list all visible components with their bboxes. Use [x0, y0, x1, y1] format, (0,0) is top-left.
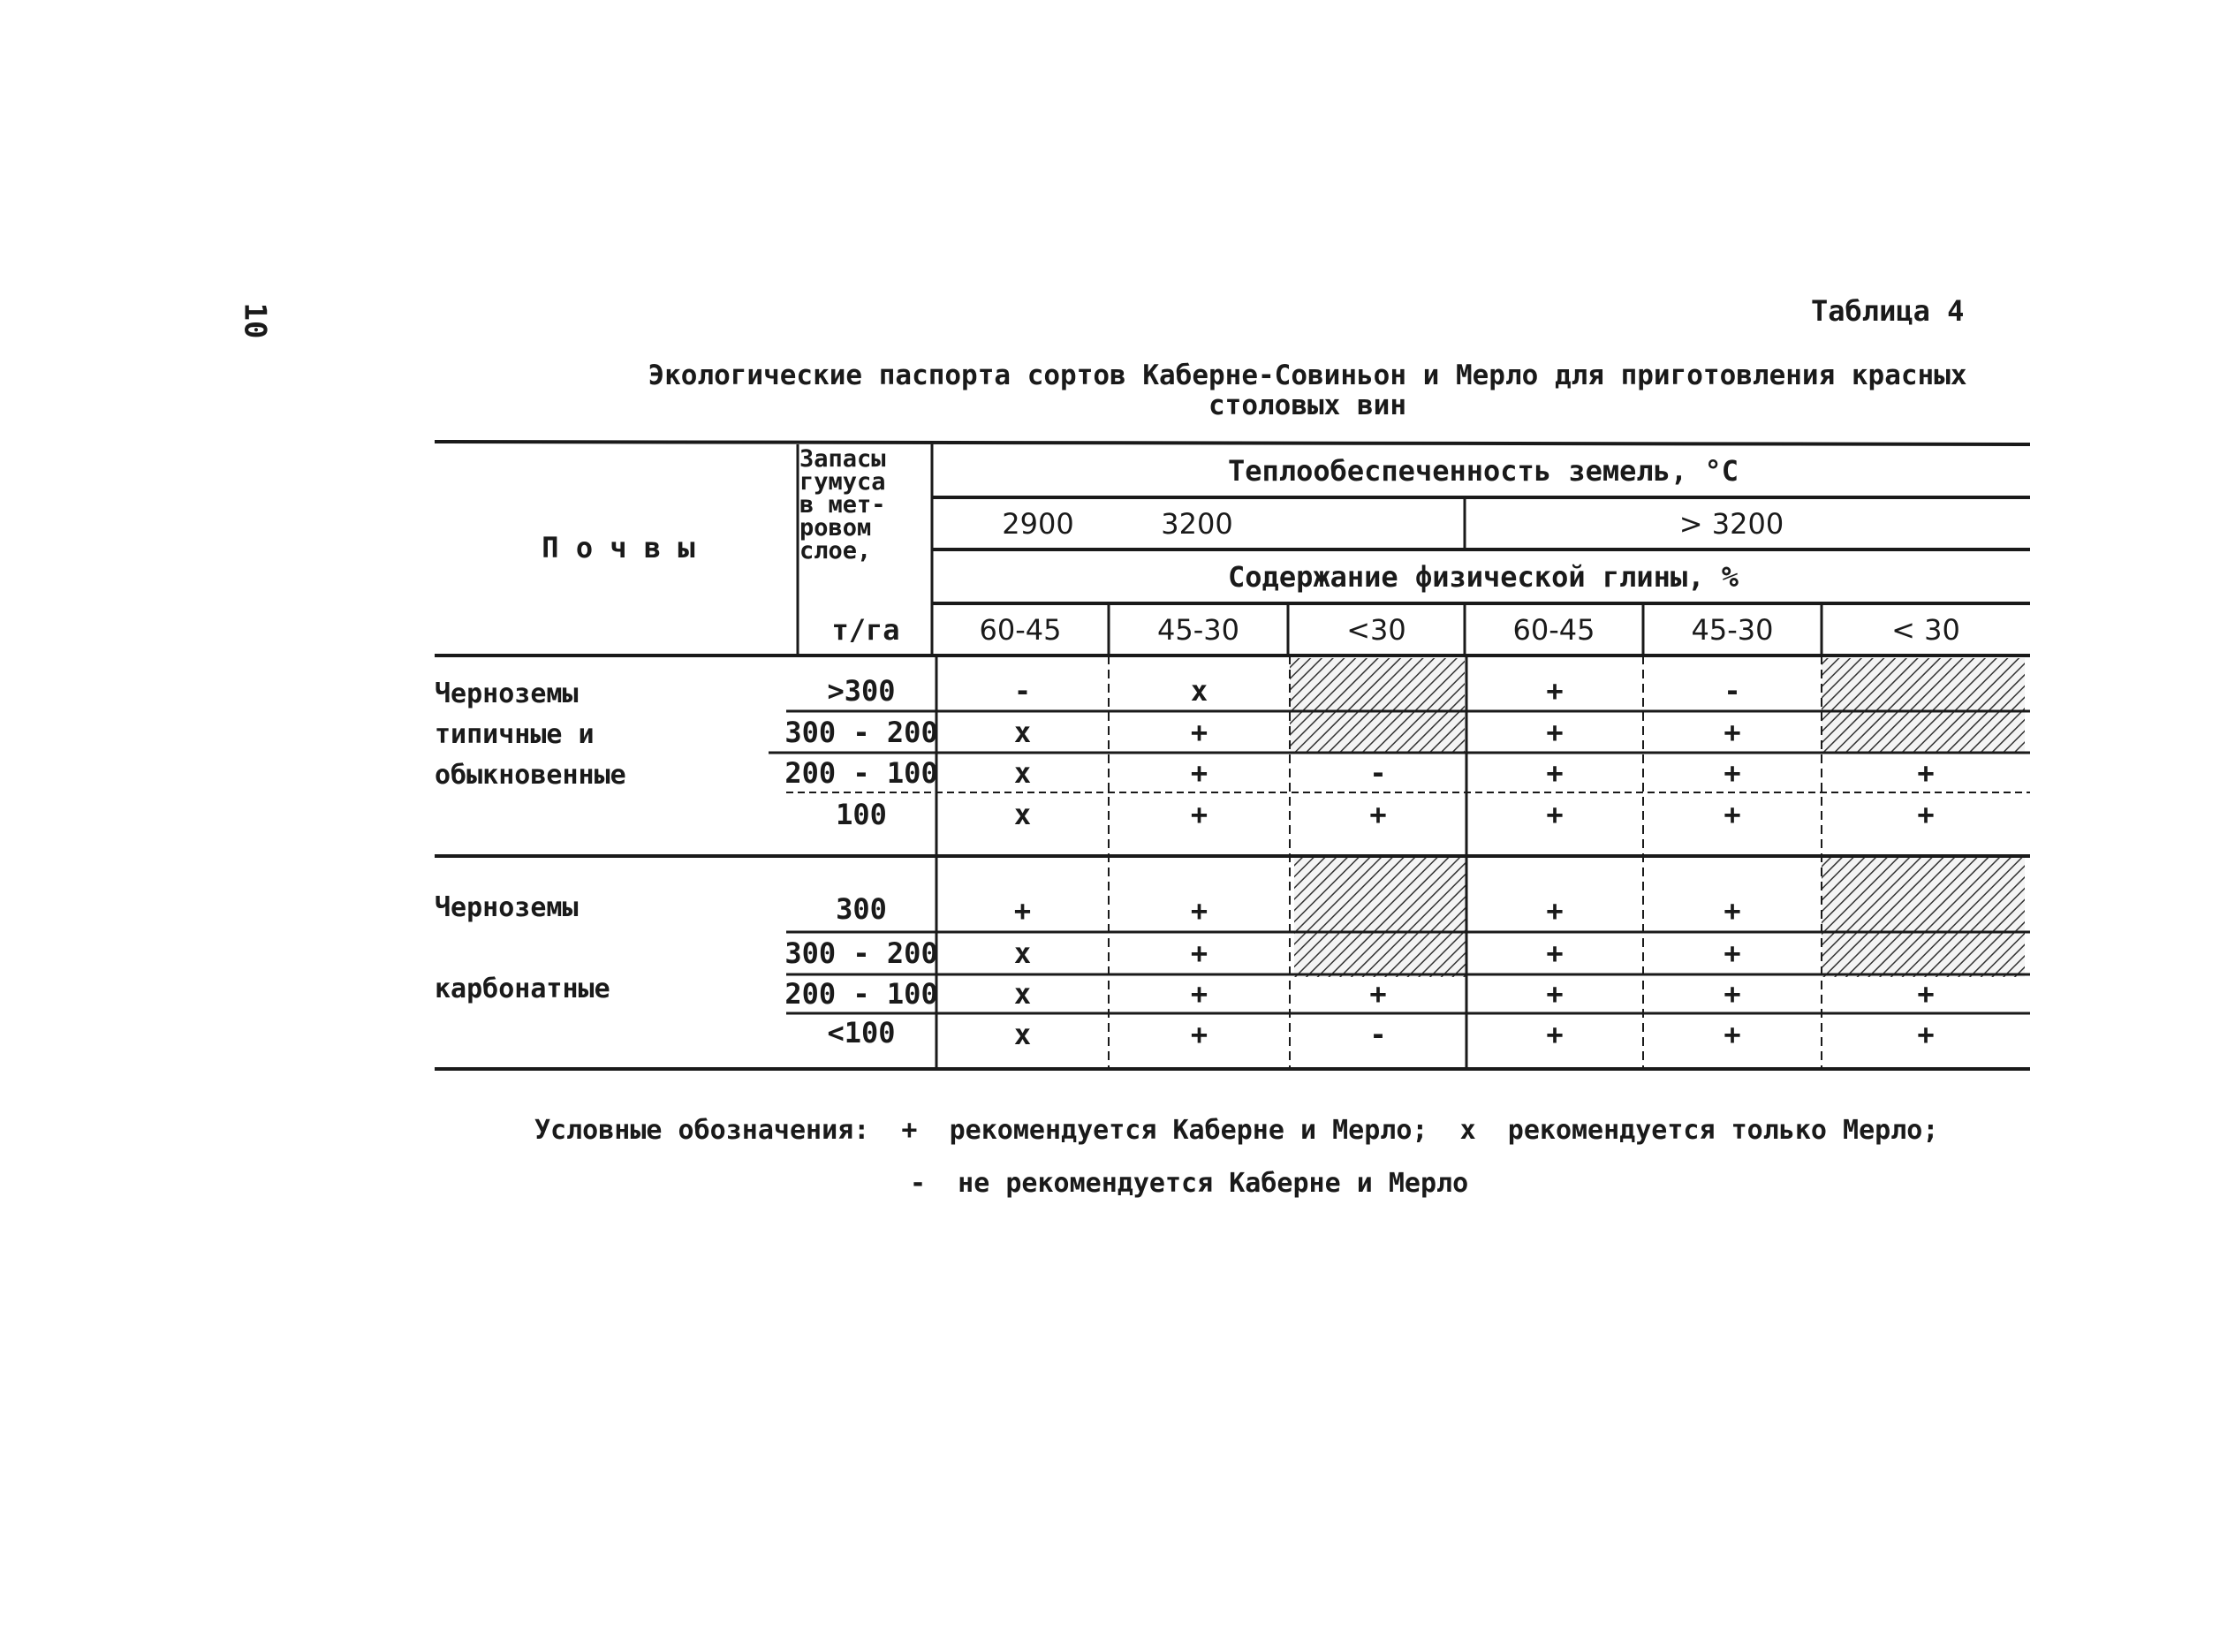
- clay-bin: 45-30: [1691, 613, 1774, 647]
- table-cell: +: [1724, 1018, 1741, 1051]
- humus-value: 300 - 200: [784, 936, 938, 970]
- heat-header: Теплообеспеченность земель, °С: [1228, 454, 1739, 488]
- clay-bin: < 30: [1891, 613, 1960, 647]
- humus-value: >300: [827, 674, 896, 708]
- humus-header-line: гумуса: [799, 468, 886, 496]
- table-cell: +: [1546, 936, 1564, 970]
- humus-value: 300 - 200: [784, 716, 938, 749]
- table-cell: +: [1546, 716, 1564, 749]
- table-cell: +: [1190, 977, 1208, 1011]
- heat-range-3200: 3200: [1161, 507, 1233, 541]
- table-cell: +: [1546, 894, 1564, 928]
- table-cell: +: [1917, 977, 1935, 1011]
- humus-header: [799, 445, 932, 565]
- caption-line-2: столовых вин: [1208, 390, 1406, 421]
- table-cell: -: [1369, 1018, 1387, 1051]
- table-cell: +: [1917, 756, 1935, 790]
- heat-range-over-3200: > 3200: [1678, 507, 1784, 541]
- soils-header: П о ч в ы: [542, 531, 695, 565]
- table-cell: -: [1369, 756, 1387, 790]
- table-cell: [1290, 933, 1466, 974]
- table-cell: +: [1369, 977, 1387, 1011]
- table-cell: +: [1724, 894, 1741, 928]
- page-number: 10: [237, 302, 273, 339]
- humus-value: 200 - 100: [784, 756, 938, 790]
- table-cell: +: [1369, 798, 1387, 831]
- table-cell: +: [1546, 1018, 1564, 1051]
- humus-header-line: ровом: [799, 514, 872, 542]
- table-cell: +: [1190, 798, 1208, 831]
- table-cell: [1290, 671, 1466, 710]
- humus-value: 200 - 100: [784, 977, 938, 1011]
- heat-range-2900: 2900: [1002, 507, 1074, 541]
- humus-header-line: Запасы: [799, 445, 886, 473]
- table-cell: +: [1546, 977, 1564, 1011]
- table-cell: [1822, 713, 2030, 752]
- clay-bin: 60-45: [1512, 613, 1595, 647]
- table-cell: -: [1013, 674, 1032, 708]
- humus-value: <100: [827, 1016, 896, 1050]
- soil-label: Черноземы: [435, 892, 579, 923]
- table-cell: [1290, 713, 1466, 752]
- soil-label: Черноземы: [435, 678, 579, 709]
- table-cell: +: [1724, 798, 1741, 831]
- table-cell: [1290, 890, 1466, 931]
- clay-bin: <30: [1346, 613, 1406, 647]
- table-cell: х: [1013, 936, 1032, 970]
- humus-value: 300: [836, 892, 887, 926]
- caption-line-1: Экологические паспорта сортов Каберне-Совиньон и Мерло для приготовления красных: [648, 360, 1967, 391]
- legend-line-1: Условные обозначения: + рекомендуется Каберне и Мерло; х рекомендуется только Мерло;: [534, 1115, 1939, 1146]
- clay-bin: 45-30: [1157, 613, 1239, 647]
- table-label: Таблица 4: [1811, 294, 1965, 328]
- legend-line-2: - не рекомендуется Каберне и Мерло: [910, 1168, 1469, 1199]
- table-cell: +: [1190, 894, 1208, 928]
- table-cell: х: [1013, 716, 1032, 749]
- table-cell: х: [1013, 1018, 1032, 1051]
- table-cell: +: [1724, 936, 1741, 970]
- clay-header: Содержание физической глины, %: [1228, 560, 1739, 594]
- table-cell: -: [1724, 674, 1741, 708]
- clay-bin: 60-45: [979, 613, 1062, 647]
- humus-header-line: слое,: [799, 537, 872, 565]
- humus-value: 100: [836, 798, 887, 831]
- table-cell: +: [1546, 798, 1564, 831]
- soil-label: карбонатные: [435, 974, 610, 1004]
- table-cell: +: [1546, 674, 1564, 708]
- table-cell: +: [1190, 1018, 1208, 1051]
- table-cell: +: [1724, 756, 1741, 790]
- table-cell: +: [1190, 756, 1208, 790]
- table-cell: х: [1190, 674, 1208, 708]
- soil-label: обыкновенные: [435, 760, 626, 791]
- table-cell: +: [1190, 716, 1208, 749]
- table-cell: +: [1724, 977, 1741, 1011]
- table-cell: [1822, 671, 2030, 710]
- humus-header-line: в мет-: [799, 491, 886, 519]
- table-cell: х: [1013, 798, 1032, 831]
- table-cell: +: [1917, 1018, 1935, 1051]
- table-cell: +: [1917, 798, 1935, 831]
- table-cell: [1822, 933, 2030, 974]
- table-cell: +: [1013, 894, 1032, 928]
- table-cell: х: [1013, 977, 1032, 1011]
- table-cell: [1822, 890, 2030, 931]
- table-cell: х: [1013, 756, 1032, 790]
- table-cell: +: [1724, 716, 1741, 749]
- table-cell: +: [1190, 936, 1208, 970]
- soil-label: типичные и: [435, 719, 595, 750]
- humus-unit: т/га: [831, 613, 900, 647]
- table-cell: +: [1546, 756, 1564, 790]
